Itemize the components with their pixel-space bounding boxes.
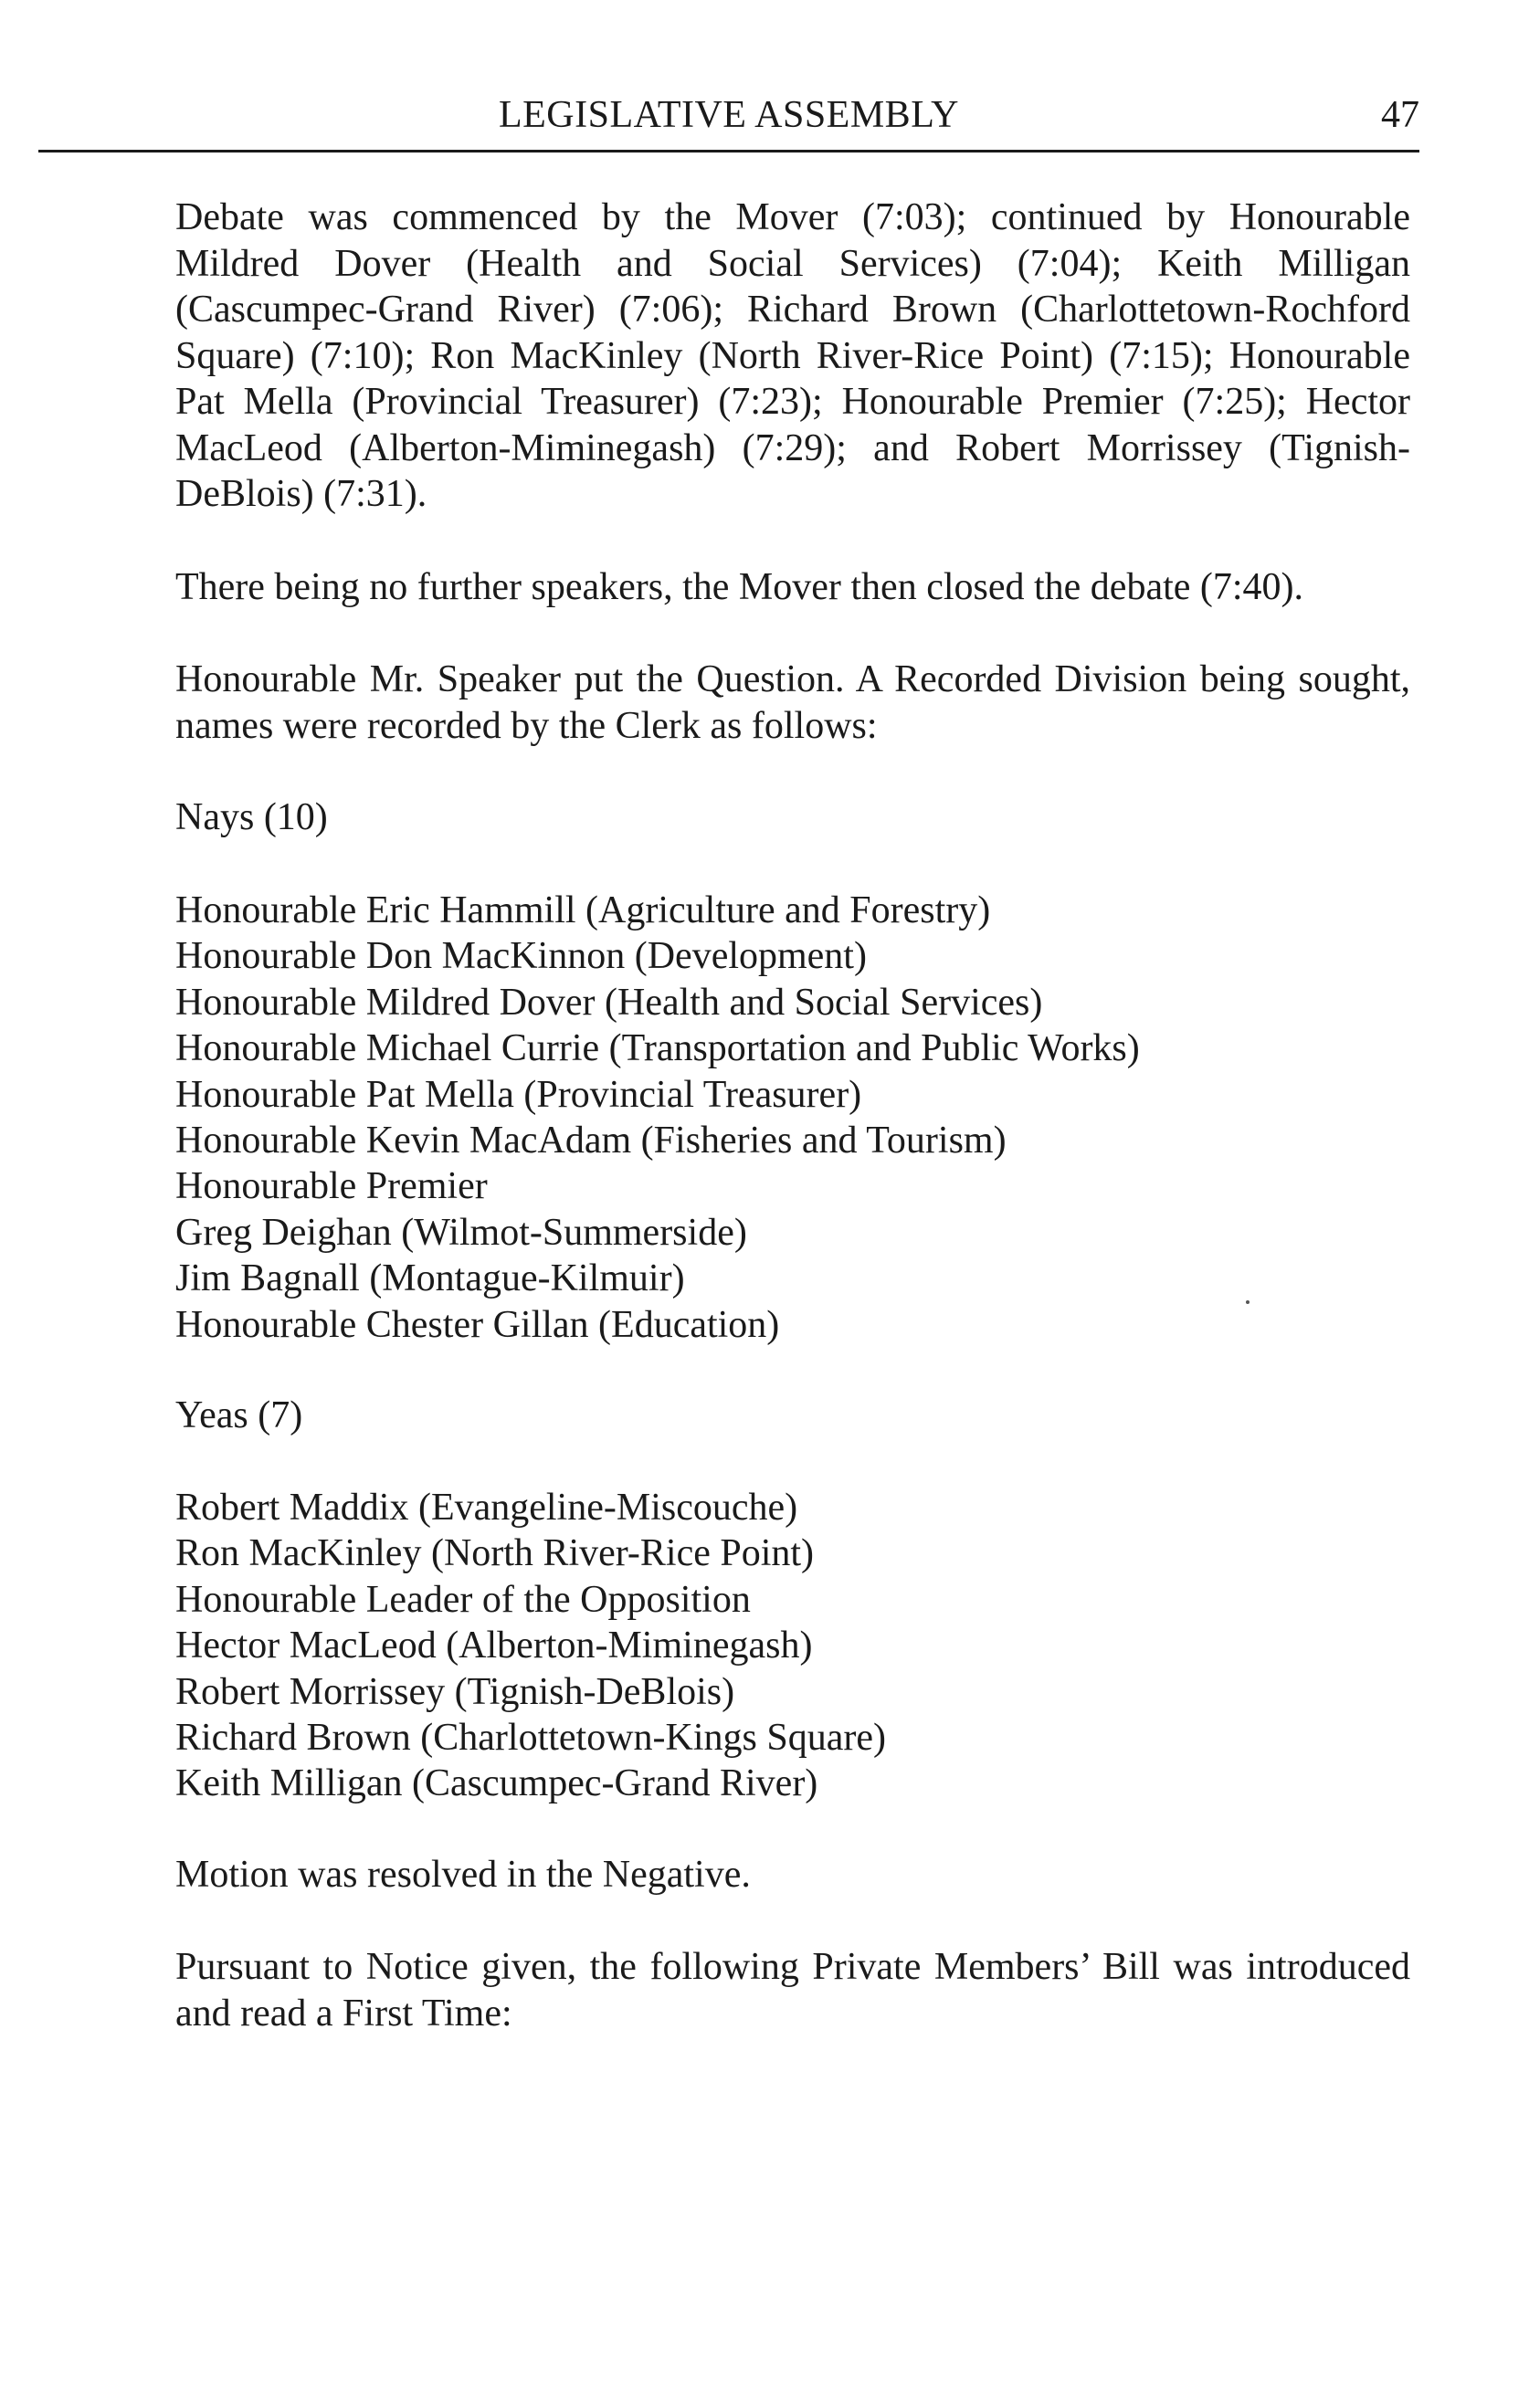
debate-paragraph: Debate was commenced by the Mover (7:03); continued by Honourable Mildred Dover (Health and Social Services) (7:04); Keith Milligan (Cascumpec-Grand River) (7:06); Richard Brown (Charlottetown-Rochford Square) (7:10); Ron MacKinley (North River-Rice Point) (7:15); Honourable Pat Mella (Provincial Treasurer) (7:23); Honourable Premier (7:25); Hector MacLeod (Alberton-Miminegash) (7:29); and Robert Morrissey (Tignish-DeBlois) (7:31).: [175, 196, 1410, 515]
motion-result-paragraph: Motion was resolved in the Negative.: [175, 1854, 751, 1896]
yeas-member: Hector MacLeod (Alberton-Miminegash): [175, 1625, 813, 1667]
header-divider: [38, 150, 1419, 152]
yeas-member: Ron MacKinley (North River-Rice Point): [175, 1532, 815, 1575]
yeas-member: Honourable Leader of the Opposition: [175, 1578, 751, 1621]
running-title: LEGISLATIVE ASSEMBLY: [499, 94, 959, 136]
nays-list: [175, 888, 1410, 1348]
yeas-member: Richard Brown (Charlottetown-Kings Square): [175, 1717, 887, 1760]
yeas-list: [175, 1485, 1410, 1807]
yeas-heading: Yeas (7): [175, 1394, 303, 1436]
nays-member: Honourable Chester Gillan (Education): [175, 1303, 780, 1346]
yeas-member: Robert Maddix (Evangeline-Miscouche): [175, 1487, 798, 1529]
nays-heading: Nays (10): [175, 796, 328, 838]
nays-member: Honourable Don MacKinnon (Development): [175, 935, 867, 978]
yeas-member: Keith Milligan (Cascumpec-Grand River): [175, 1762, 818, 1805]
question-paragraph: Honourable Mr. Speaker put the Question. A Recorded Division being sought, names were recorded by the Clerk as follows:: [175, 658, 1410, 747]
nays-member: Honourable Pat Mella (Provincial Treasurer): [175, 1073, 862, 1116]
nays-member: Honourable Michael Currie (Transportation and Public Works): [175, 1027, 1140, 1070]
nays-member: Jim Bagnall (Montague-Kilmuir): [175, 1257, 685, 1300]
nays-member: Honourable Kevin MacAdam (Fisheries and Tourism): [175, 1120, 1007, 1162]
notice-paragraph: Pursuant to Notice given, the following Private Members’ Bill was introduced and read a First Time:: [175, 1946, 1410, 2035]
yeas-member: Robert Morrissey (Tignish-DeBlois): [175, 1670, 735, 1713]
nays-member: Honourable Premier: [175, 1165, 488, 1208]
page-number: 47: [1381, 94, 1419, 136]
nays-member: Honourable Eric Hammill (Agriculture and Forestry): [175, 889, 991, 931]
page-header: [38, 93, 1419, 155]
nays-member: Honourable Mildred Dover (Health and Social Services): [175, 981, 1043, 1024]
nays-member: Greg Deighan (Wilmot-Summerside): [175, 1211, 747, 1254]
scan-speck: [1246, 1300, 1250, 1304]
debate-closed-paragraph: There being no further speakers, the Mover then closed the debate (7:40).: [175, 566, 1304, 608]
